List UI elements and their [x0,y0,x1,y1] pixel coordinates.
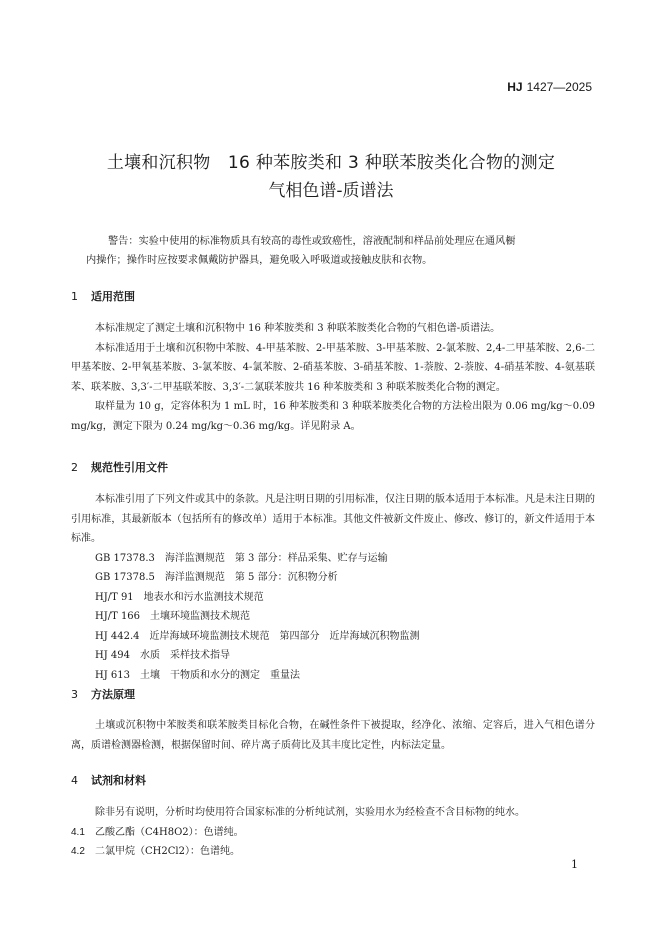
reference-item: HJ/T 91 地表水和污水监测技术规范 [95,591,264,603]
section-4-title: 试剂和材料 [91,774,146,787]
section-4-paragraph: 除非另有说明，分析时均使用符合国家标准的分析纯试剂，实验用水为经检查不含目标物的纯水。 [95,807,525,818]
clause-text: 二氯甲烷（CH2Cl2）：色谱纯。 [95,846,240,857]
clause-number: 4.1 [71,826,85,838]
section-4-body [71,803,595,862]
section-3-body [71,716,595,755]
warning-notice [86,232,586,270]
clause-text: 乙酸乙酯（C4H8O2）：色谱纯。 [95,826,244,838]
reference-item: HJ/T 166 土壤环境监测技术规范 [95,611,251,622]
section-3-paragraph: 土壤或沉积物中苯胺类和联苯胺类目标化合物，在碱性条件下被提取，经净化、浓缩、定容后，进入气相色谱分离，质谱检测器检测，根据保留时间、碎片离子质荷比及其丰度比定性，内标法定量。 [71,720,595,751]
section-3-title: 方法原理 [91,688,135,701]
reference-item: GB 17378.3 海洋监测规范 第 3 部分：样品采集、贮存与运输 [95,552,388,564]
clause-item [71,823,595,843]
reference-item: HJ 494 水质 采样技术指导 [95,650,230,661]
section-3-number: 3 [71,688,78,701]
clause-number: 4.2 [71,846,85,857]
section-2-title: 规范性引用文件 [91,461,168,474]
reference-item: HJ 613 土壤 干物质和水分的测定 重量法 [95,669,300,681]
section-2-paragraph: 本标准引用了下列文件或其中的条款。凡是注明日期的引用标准，仅注日期的版本适用于本标准。凡是未注日期的引用标准，其最新版本（包括所有的修改单）适用于本标准。其他文件被新文件废止、修改、修订的，新文件适用于本标准。 [71,494,595,544]
section-1-paragraph: 本标准规定了测定土壤和沉积物中 16 种苯胺类和 3 种联苯胺类化合物的气相色谱-质谱法。 [95,323,501,334]
section-1-heading [71,288,135,304]
section-4-number: 4 [71,774,78,787]
reference-item: GB 17378.5 海洋监测规范 第 5 部分：沉积物分析 [95,572,338,583]
section-3-heading [71,686,135,702]
section-1-paragraph: 本标准适用于土壤和沉积物中苯胺、4-甲基苯胺、2-甲基苯胺、3-甲基苯胺、2-氯苯胺、2,4-二甲基苯胺、2,6-二甲基苯胺、2-甲氧基苯胺、3-氯苯胺、4-氯苯胺、2-硝基苯胺、3-硝基苯胺、1-萘胺、2-萘胺、4-硝基苯胺、4-氨基联苯、联苯胺、3,3′-二甲基联苯胺、3,3′-二氯联苯胺共 16 种苯胺类和 3 种联苯胺类化合物的测定。 [71,342,595,393]
section-4-heading [71,772,146,788]
standard-number: 1427—2025 [526,80,592,94]
section-2-heading [71,459,168,475]
standard-code-header [507,80,592,94]
clause-item [71,842,595,862]
standard-prefix: HJ [507,80,523,94]
document-title-line2: 气相色谱-质谱法 [268,181,394,201]
section-1-number: 1 [71,290,78,303]
section-1-body [71,319,595,436]
section-1-paragraph: 取样量为 10 g，定容体积为 1 mL 时，16 种苯胺类和 3 种联苯胺类化合物的方法检出限为 0.06 mg/kg～0.09 mg/kg，测定下限为 0.24 mg/kg～0.36 mg/kg。详见附录 A。 [71,401,595,432]
section-2-body [71,490,595,685]
warning-line1: 警告：实验中使用的标准物质具有较高的毒性或致癌性，溶液配制和样品前处理应在通风橱 [108,236,516,247]
document-title-line1: 土壤和沉积物 16 种苯胺类和 3 种联苯胺类化合物的测定 [106,153,556,173]
reference-item: HJ 442.4 近岸海域环境监测技术规范 第四部分 近岸海域沉积物监测 [95,630,420,642]
warning-line2: 内操作；操作时应按要求佩戴防护器具，避免吸入呼吸道或接触皮肤和衣物。 [86,255,433,266]
page-number: 1 [571,858,578,871]
section-1-title: 适用范围 [91,290,135,303]
section-2-number: 2 [71,461,78,474]
